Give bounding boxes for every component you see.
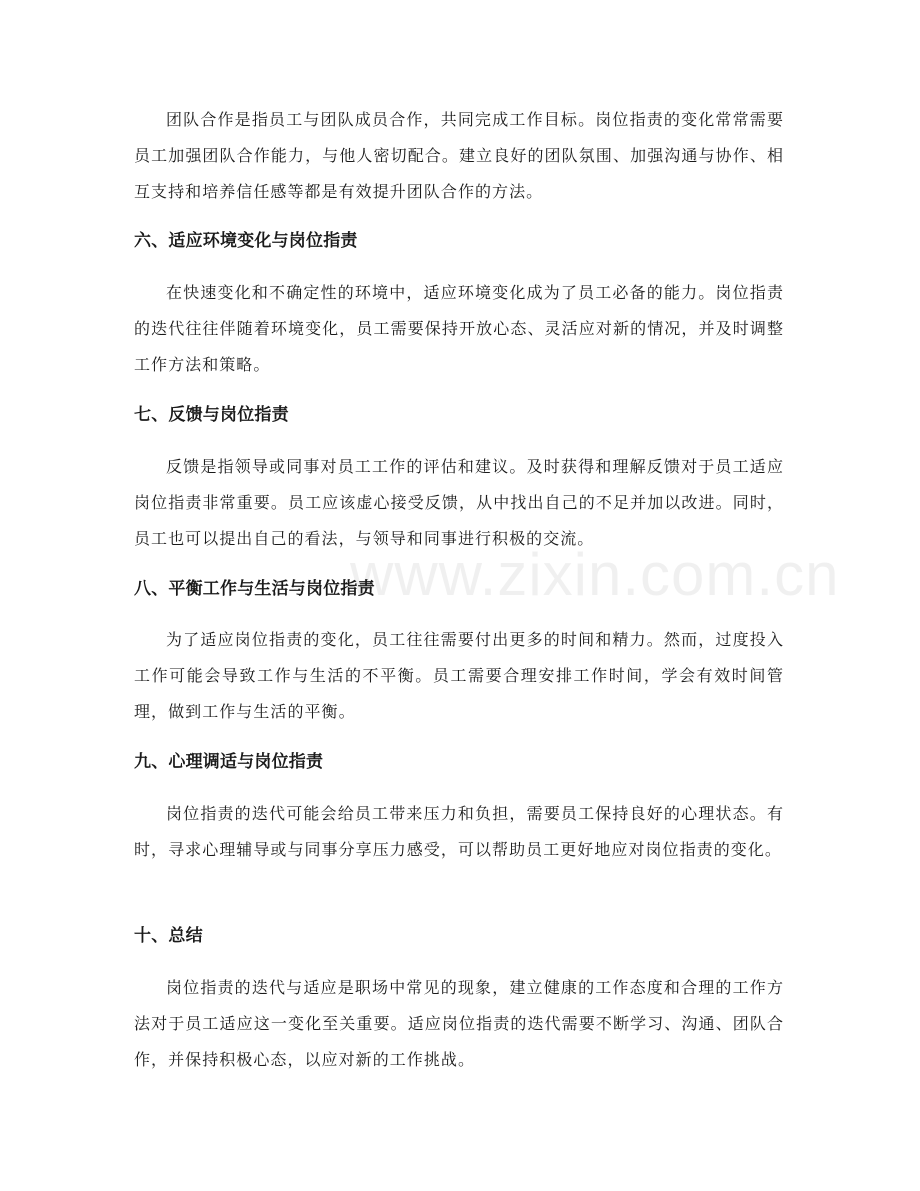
section-heading: 六、适应环境变化与岗位指责 [134,231,358,251]
section-10-body [134,970,784,1078]
intro-section [134,102,784,210]
section-9-body [134,796,784,868]
section-paragraph: 反馈是指领导或同事对员工工作的评估和建议。及时获得和理解反馈对于员工适应岗位指责非常重要。员工应该虚心接受反馈，从中找出自己的不足并加以改进。同时，员工也可以提出自己的看法，与领导和同事进行积极的交流。 [134,457,784,548]
intro-paragraph: 团队合作是指员工与团队成员合作，共同完成工作目标。岗位指责的变化常常需要员工加强团队合作能力，与他人密切配合。建立良好的团队氛围、加强沟通与协作、相互支持和培养信任感等都是有效提升团队合作的方法。 [134,110,784,201]
section-heading: 七、反馈与岗位指责 [134,405,289,425]
watermark: www.zixin.com.cn [350,541,840,608]
section-7-heading-block [134,403,784,427]
section-heading: 十、总结 [134,926,203,946]
section-paragraph: 为了适应岗位指责的变化，员工往往需要付出更多的时间和精力。然而，过度投入工作可能会导致工作与生活的不平衡。员工需要合理安排工作时间，学会有效时间管理，做到工作与生活的平衡。 [134,630,784,721]
section-paragraph: 岗位指责的迭代可能会给员工带来压力和负担，需要员工保持良好的心理状态。有时，寻求心理辅导或与同事分享压力感受，可以帮助员工更好地应对岗位指责的变化。 [134,804,784,859]
section-heading: 八、平衡工作与生活与岗位指责 [134,579,375,599]
section-10-heading-block [134,924,784,948]
section-9-heading-block [134,750,784,774]
section-8-body [134,622,784,730]
section-heading: 九、心理调适与岗位指责 [134,752,324,772]
section-6-heading-block [134,229,784,253]
section-6-body [134,275,784,383]
section-8-heading-block [134,577,784,601]
section-paragraph: 岗位指责的迭代与适应是职场中常见的现象，建立健康的工作态度和合理的工作方法对于员工适应这一变化至关重要。适应岗位指责的迭代需要不断学习、沟通、团队合作，并保持积极心态，以应对新的工作挑战。 [134,978,784,1069]
section-paragraph: 在快速变化和不确定性的环境中，适应环境变化成为了员工必备的能力。岗位指责的迭代往往伴随着环境变化，员工需要保持开放心态、灵活应对新的情况，并及时调整工作方法和策略。 [134,283,784,374]
section-7-body [134,449,784,557]
